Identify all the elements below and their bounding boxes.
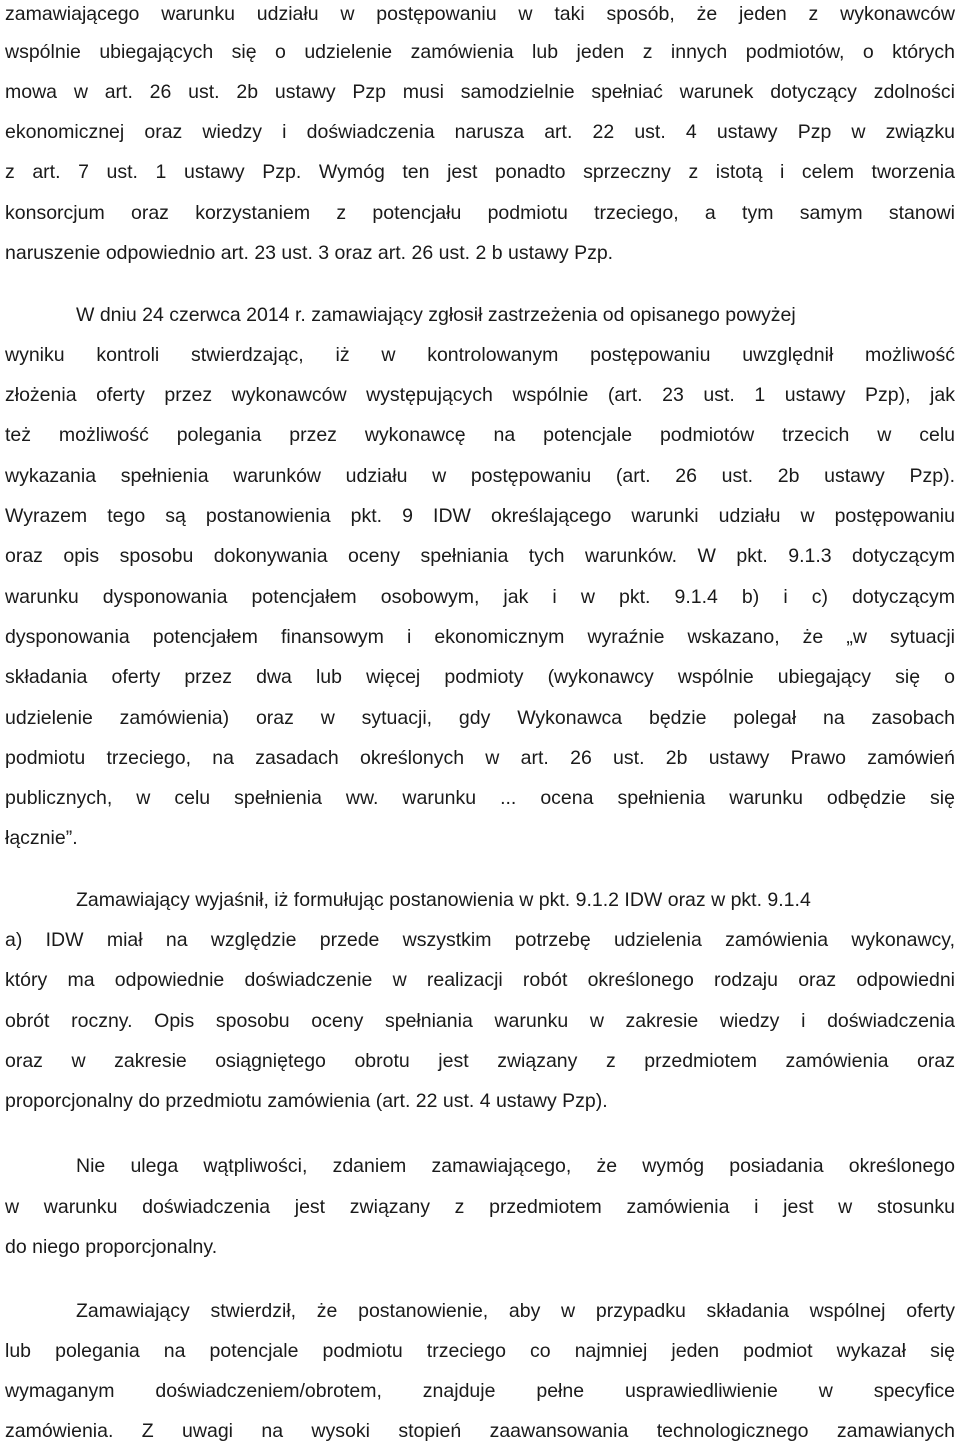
text-line: oraz opis sposobu dokonywania oceny spełniania tych warunków. W pkt. 9.1.3 dotyczącym: [5, 545, 955, 567]
text-line: zamówienia. Z uwagi na wysoki stopień zaawansowania technologicznego zamawianych: [5, 1420, 955, 1442]
text-line: wyniku kontroli stwierdzając, iż w kontrolowanym postępowaniu uwzględnił możliwość: [5, 344, 955, 366]
text-line: lub polegania na potencjale podmiotu trzeciego co najmniej jeden podmiot wykazał się: [5, 1340, 955, 1362]
text-line: Zamawiający stwierdził, że postanowienie, aby w przypadku składania wspólnej oferty: [76, 1300, 955, 1322]
text-line: publicznych, w celu spełnienia ww. warunku ... ocena spełnienia warunku odbędzie się: [5, 787, 955, 809]
text-line: Wyrazem tego są postanowienia pkt. 9 IDW określającego warunki udziału w postępowaniu: [5, 505, 955, 527]
text-line: łącznie”.: [5, 827, 78, 849]
text-line: składania oferty przez dwa lub więcej podmioty (wykonawcy wspólnie ubiegający się o: [5, 666, 955, 688]
text-line: wykazania spełnienia warunków udziału w postępowaniu (art. 26 ust. 2b ustawy Pzp).: [5, 465, 955, 487]
text-line: Nie ulega wątpliwości, zdaniem zamawiającego, że wymóg posiadania określonego: [76, 1155, 955, 1177]
text-line: oraz w zakresie osiągniętego obrotu jest związany z przedmiotem zamówienia oraz: [5, 1050, 955, 1072]
text-line: w warunku doświadczenia jest związany z przedmiotem zamówienia i jest w stosunku: [5, 1196, 955, 1218]
text-line: Zamawiający wyjaśnił, iż formułując postanowienia w pkt. 9.1.2 IDW oraz w pkt. 9.1.4: [76, 889, 811, 911]
text-line: który ma odpowiednie doświadczenie w realizacji robót określonego rodzaju oraz odpowiedni: [5, 969, 955, 991]
text-line: do niego proporcjonalny.: [5, 1236, 218, 1258]
text-line: wymaganym doświadczeniem/obrotem, znajduje pełne usprawiedliwienie w specyfice: [5, 1380, 955, 1402]
text-line: a) IDW miał na względzie przede wszystkim potrzebę udzielenia zamówienia wykonawcy,: [5, 929, 955, 951]
text-line: naruszenie odpowiednio art. 23 ust. 3 oraz art. 26 ust. 2 b ustawy Pzp.: [5, 242, 614, 264]
text-line: obrót roczny. Opis sposobu oceny spełniania warunku w zakresie wiedzy i doświadczenia: [5, 1010, 955, 1032]
text-line: z art. 7 ust. 1 ustawy Pzp. Wymóg ten jest ponadto sprzeczny z istotą i celem tworzenia: [5, 161, 955, 183]
text-line: też możliwość polegania przez wykonawcę na potencjale podmiotów trzecich w celu: [5, 424, 955, 446]
text-line: wspólnie ubiegających się o udzielenie zamówienia lub jeden z innych podmiotów, o których: [5, 41, 955, 63]
text-line: ekonomicznej oraz wiedzy i doświadczenia narusza art. 22 ust. 4 ustawy Pzp w związku: [5, 121, 955, 143]
text-line: W dniu 24 czerwca 2014 r. zamawiający zgłosił zastrzeżenia od opisanego powyżej: [76, 304, 796, 326]
text-line: konsorcjum oraz korzystaniem z potencjału podmiotu trzeciego, a tym samym stanowi: [5, 202, 955, 224]
text-line: zamawiającego warunku udziału w postępowaniu w taki sposób, że jeden z wykonawców: [5, 3, 955, 25]
text-line: podmiotu trzeciego, na zasadach określonych w art. 26 ust. 2b ustawy Prawo zamówień: [5, 747, 955, 769]
text-line: udzielenie zamówienia) oraz w sytuacji, gdy Wykonawca będzie polegał na zasobach: [5, 707, 955, 729]
text-line: dysponowania potencjałem finansowym i ekonomicznym wyraźnie wskazano, że „w sytuacji: [5, 626, 955, 648]
text-line: mowa w art. 26 ust. 2b ustawy Pzp musi samodzielnie spełniać warunek dotyczący zdolności: [5, 81, 955, 103]
text-line: warunku dysponowania potencjałem osobowym, jak i w pkt. 9.1.4 b) i c) dotyczącym: [5, 586, 955, 608]
text-line: proporcjonalny do przedmiotu zamówienia (art. 22 ust. 4 ustawy Pzp).: [5, 1090, 608, 1112]
text-line: złożenia oferty przez wykonawców występujących wspólnie (art. 23 ust. 1 ustawy Pzp), jak: [5, 384, 955, 406]
